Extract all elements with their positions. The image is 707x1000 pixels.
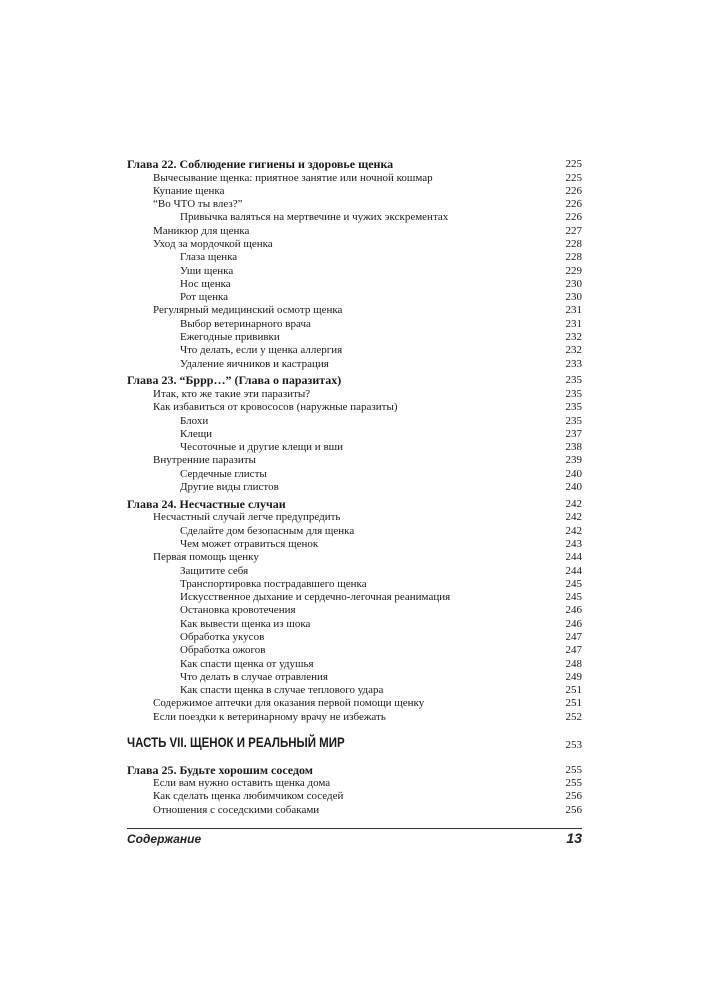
- toc-entry-title: Удаление яичников и кастрация: [180, 357, 329, 370]
- toc-entry-title: Ежегодные прививки: [180, 331, 280, 344]
- toc-entry-title: Обработка укусов: [180, 631, 265, 643]
- toc-entry-title: Глава 22. Соблюдение гигиены и здоровье щенка: [127, 157, 394, 171]
- toc-subentry: [127, 344, 582, 357]
- toc-entry-title: Сделайте дом безопасным для щенка: [180, 524, 355, 537]
- toc-entry-title: Что делать, если у щенка аллергия: [180, 344, 343, 357]
- toc-entry: [127, 185, 582, 198]
- toc-entry-title: Купание щенка: [153, 184, 225, 197]
- toc-page-number: 229: [565, 264, 582, 277]
- toc-entry-title: Отношения с соседскими собаками: [153, 803, 320, 816]
- toc-subentry: [127, 358, 582, 371]
- toc-entry-title: Вычесывание щенка: приятное занятие или ночной кошмар: [153, 171, 433, 184]
- toc-entry: [127, 551, 582, 564]
- toc-page-number: 231: [565, 304, 582, 317]
- toc-subentry: [127, 658, 582, 671]
- toc-entry-title: Как избавиться от кровососов (наружные паразиты): [153, 401, 398, 414]
- toc-entry: [127, 172, 582, 185]
- toc-entry-title: Транспортировка пострадавшего щенка: [180, 577, 367, 590]
- toc-chapter-heading: [127, 373, 582, 388]
- toc-entry-title: Уход за мордочкой щенка: [153, 237, 273, 250]
- toc-page-number: 228: [565, 237, 582, 250]
- toc-entry: [127, 711, 582, 724]
- toc-entry-title: Как сделать щенка любимчиком соседей: [153, 790, 344, 803]
- toc-entry-title: Чесоточные и другие клещи и вши: [180, 441, 343, 454]
- toc-subentry: [127, 291, 582, 304]
- toc-chapter-heading: [127, 763, 582, 778]
- toc-entry: [127, 225, 582, 238]
- toc-entry-title: Несчастный случай легче предупредить: [153, 511, 341, 524]
- toc-page-number: 225: [565, 158, 582, 170]
- table-of-contents: [127, 157, 582, 817]
- toc-subentry: [127, 565, 582, 578]
- toc-entry: [127, 697, 582, 710]
- toc-entry-title: Уши щенка: [180, 264, 234, 277]
- toc-entry-title: Глаза щенка: [180, 251, 238, 264]
- toc-page-number: 232: [565, 331, 582, 344]
- toc-page-number: 245: [565, 577, 582, 590]
- toc-subentry: [127, 538, 582, 551]
- toc-spacer: [127, 724, 582, 732]
- toc-page-number: 226: [565, 198, 582, 211]
- toc-subentry: [127, 278, 582, 291]
- toc-spacer: [127, 752, 582, 760]
- toc-entry-title: Другие виды глистов: [180, 481, 279, 494]
- toc-entry: [127, 198, 582, 211]
- toc-entry-title: Искусственное дыхание и сердечно-легочная реанимация: [180, 591, 451, 604]
- toc-page-number: 231: [565, 317, 582, 330]
- toc-page-number: 256: [565, 790, 582, 803]
- toc-subentry: [127, 211, 582, 224]
- toc-page-number: 240: [565, 467, 582, 480]
- toc-subentry: [127, 591, 582, 604]
- toc-entry-title: Чем может отравиться щенок: [180, 537, 319, 550]
- toc-entry-title: Итак, кто же такие эти паразиты?: [153, 387, 311, 400]
- toc-page-number: 251: [565, 697, 582, 710]
- toc-page-number: 253: [565, 739, 582, 752]
- toc-entry-title: Клещи: [180, 427, 213, 440]
- toc-entry-title: Обработка ожогов: [180, 644, 266, 657]
- toc-entry-title: Если поездки к ветеринарному врачу не избежать: [153, 710, 386, 723]
- toc-subentry: [127, 318, 582, 331]
- toc-entry-title: Рот щенка: [180, 291, 229, 304]
- toc-page-number: 244: [565, 564, 582, 577]
- toc-entry-title: Остановка кровотечения: [180, 604, 296, 617]
- toc-page-number: 238: [565, 441, 582, 454]
- toc-subentry: [127, 578, 582, 591]
- toc-entry-title: Блохи: [180, 414, 209, 427]
- toc-entry: [127, 777, 582, 790]
- toc-entry-title: Глава 24. Несчастные случаи: [127, 496, 286, 511]
- toc-page-number: 242: [565, 524, 582, 537]
- toc-page-number: 256: [565, 803, 582, 816]
- toc-page-number: 242: [565, 497, 582, 510]
- toc-entry: [127, 804, 582, 817]
- toc-chapter-heading: [127, 157, 582, 172]
- toc-page-number: 252: [565, 710, 582, 723]
- toc-entry-title: Содержимое аптечки для оказания первой помощи щенку: [153, 697, 425, 710]
- toc-entry: [127, 304, 582, 317]
- toc-page-number: 230: [565, 277, 582, 290]
- toc-entry-title: Как вывести щенка из шока: [180, 617, 311, 630]
- toc-entry-title: Глава 25. Будьте хорошим соседом: [127, 762, 313, 777]
- toc-subentry: [127, 525, 582, 538]
- toc-subentry: [127, 415, 582, 428]
- toc-entry-title: “Во ЧТО ты влез?”: [153, 198, 243, 211]
- toc-entry: [127, 238, 582, 251]
- toc-entry: [127, 790, 582, 803]
- toc-page-number: 251: [565, 684, 582, 697]
- toc-entry: [127, 511, 582, 524]
- toc-page-number: 225: [565, 171, 582, 184]
- toc-page-number: 235: [565, 414, 582, 427]
- toc-subentry: [127, 468, 582, 481]
- toc-page-number: 235: [565, 374, 582, 387]
- toc-entry-title: Маникюр для щенка: [153, 224, 250, 237]
- running-footer-title: Содержание: [127, 832, 202, 846]
- toc-page-number: 249: [565, 670, 582, 683]
- toc-entry-title: Если вам нужно оставить щенка дома: [153, 777, 331, 790]
- toc-entry-title: Защитите себя: [180, 564, 249, 577]
- footer-divider: [127, 828, 582, 829]
- toc-subentry: [127, 644, 582, 657]
- toc-entry-title: Внутренние паразиты: [153, 454, 256, 467]
- toc-entry: [127, 388, 582, 401]
- toc-page-number: 226: [565, 211, 582, 224]
- toc-entry-title: Регулярный медицинский осмотр щенка: [153, 304, 343, 317]
- toc-page-number: 227: [565, 224, 582, 237]
- toc-entry: [127, 401, 582, 414]
- toc-page-number: 240: [565, 481, 582, 494]
- toc-entry-title: Что делать в случае отравления: [180, 670, 328, 683]
- toc-page-number: 247: [565, 631, 582, 643]
- toc-page-number: 235: [565, 401, 582, 414]
- toc-subentry: [127, 618, 582, 631]
- toc-subentry: [127, 441, 582, 454]
- toc-page-number: 245: [565, 591, 582, 604]
- toc-entry-title: Нос щенка: [180, 277, 231, 290]
- toc-page-number: 233: [565, 357, 582, 370]
- toc-subentry: [127, 265, 582, 278]
- toc-subentry: [127, 331, 582, 344]
- toc-page-number: 239: [565, 454, 582, 467]
- toc-page-number: 247: [565, 644, 582, 657]
- toc-entry-title: Как спасти щенка в случае теплового удара: [180, 684, 384, 697]
- toc-entry-title: Как спасти щенка от удушья: [180, 657, 314, 670]
- toc-page-number: 255: [565, 777, 582, 790]
- toc-entry-title: ЧАСТЬ VII. ЩЕНОК И РЕАЛЬНЫЙ МИР: [127, 734, 345, 751]
- toc-page-number: 230: [565, 291, 582, 304]
- toc-page-number: 232: [565, 344, 582, 357]
- toc-entry-title: Глава 23. “Бррр…” (Глава о паразитах): [127, 373, 342, 388]
- toc-entry-title: Сердечные глисты: [180, 467, 267, 480]
- toc-subentry: [127, 684, 582, 697]
- toc-subentry: [127, 604, 582, 617]
- toc-entry-title: Выбор ветеринарного врача: [180, 317, 311, 330]
- toc-page-number: 255: [565, 763, 582, 776]
- toc-entry-title: Привычка валяться на мертвечине и чужих экскрементах: [180, 211, 449, 224]
- toc-page-number: 244: [565, 551, 582, 564]
- toc-page-number: 246: [565, 617, 582, 630]
- toc-subentry: [127, 671, 582, 684]
- toc-page-number: 226: [565, 184, 582, 197]
- toc-subentry: [127, 481, 582, 494]
- toc-entry-title: Первая помощь щенку: [153, 551, 259, 564]
- toc-page-number: 237: [565, 427, 582, 440]
- toc-chapter-heading: [127, 497, 582, 512]
- toc-page-number: 246: [565, 604, 582, 617]
- toc-page-number: 235: [565, 387, 582, 400]
- toc-page-number: 228: [565, 251, 582, 264]
- toc-page-number: 242: [565, 511, 582, 524]
- toc-subentry: [127, 251, 582, 264]
- toc-subentry: [127, 631, 582, 644]
- page-number: 13: [566, 830, 582, 846]
- toc-entry: [127, 454, 582, 467]
- toc-page-number: 248: [565, 657, 582, 670]
- toc-part-heading: [127, 732, 582, 752]
- toc-page-number: 243: [565, 537, 582, 550]
- toc-subentry: [127, 428, 582, 441]
